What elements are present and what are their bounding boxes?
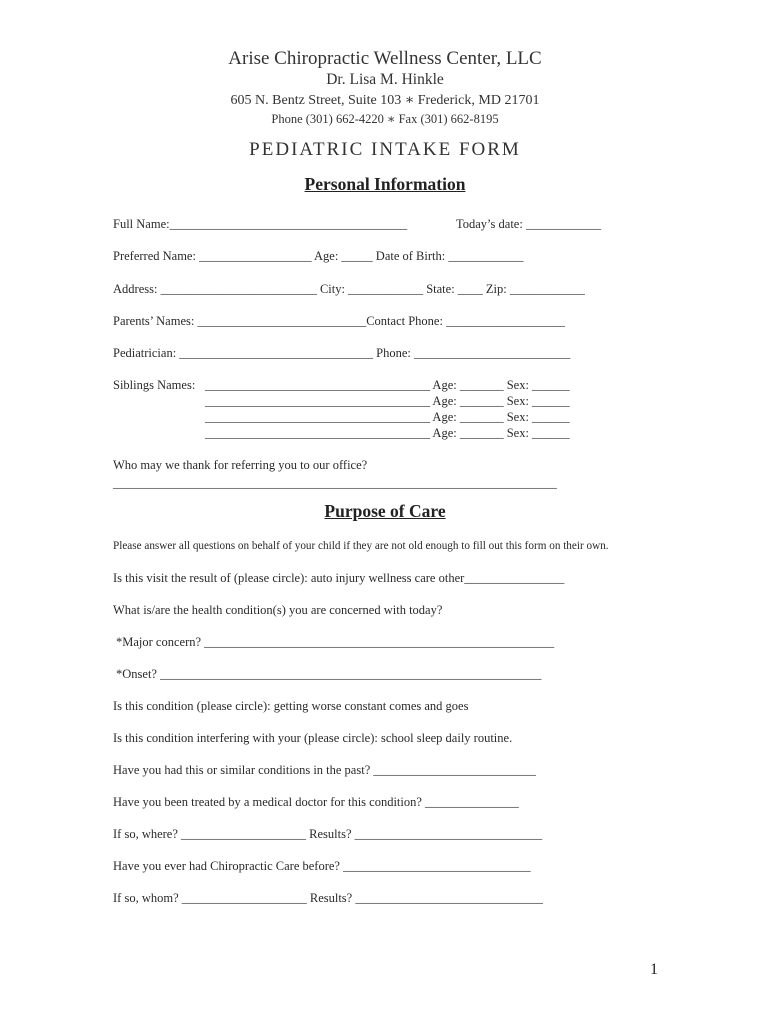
chiropractic-before-field[interactable]: Have you ever had Chiropractic Care before? ______________________________ xyxy=(113,859,531,873)
form-title: PEDIATRIC INTAKE FORM xyxy=(249,139,521,160)
past-conditions-field[interactable]: Have you had this or similar conditions in the past? __________________________ xyxy=(113,763,536,777)
interfering-question[interactable]: Is this condition interfering with your (please circle): school sleep daily routine. xyxy=(113,731,513,745)
conditions-question: What is/are the health condition(s) you are concerned with today? xyxy=(113,603,443,617)
chiropractor-whom-field[interactable]: If so, whom? ____________________ Results? ______________________________ xyxy=(113,891,543,905)
instruction-text: Please answer all questions on behalf of your child if they are not old enough to fill out this form on their own. xyxy=(113,540,609,552)
treatment-where-field[interactable]: If so, where? ____________________ Results? ______________________________ xyxy=(113,827,543,841)
sibling-row[interactable]: ____________________________________ Age: _______ Sex: ______ xyxy=(205,394,570,408)
onset-field[interactable]: *Onset? _____________________________________________________________ xyxy=(116,667,542,681)
visit-result-question[interactable]: Is this visit the result of (please circle): auto injury wellness care other________________ xyxy=(113,571,565,585)
referral-field[interactable]: _______________________________________________________________________ xyxy=(113,476,557,490)
doctor-name: Dr. Lisa M. Hinkle xyxy=(326,71,444,88)
clinic-contact: Phone (301) 662-4220 ∗ Fax (301) 662-8195 xyxy=(271,112,499,126)
page-number: 1 xyxy=(650,961,658,978)
pediatrician-line[interactable]: Pediatrician: _______________________________ Phone: _________________________ xyxy=(113,346,571,360)
sibling-row[interactable]: ____________________________________ Age: _______ Sex: ______ xyxy=(205,410,570,424)
section-heading-personal: Personal Information xyxy=(304,174,466,194)
major-concern-field[interactable]: *Major concern? ________________________________________________________ xyxy=(116,635,555,649)
medical-treated-field[interactable]: Have you been treated by a medical doctor for this condition? _______________ xyxy=(113,795,519,809)
todays-date-field[interactable]: Today’s date: ____________ xyxy=(456,217,601,231)
referral-question: Who may we thank for referring you to our office? xyxy=(113,458,368,472)
parents-line[interactable]: Parents’ Names: ___________________________Contact Phone: ___________________ xyxy=(113,314,565,328)
siblings-label: Siblings Names: xyxy=(113,378,196,392)
clinic-name: Arise Chiropractic Wellness Center, LLC xyxy=(228,48,542,69)
clinic-address: 605 N. Bentz Street, Suite 103 ∗ Frederick, MD 21701 xyxy=(230,93,540,108)
sibling-row[interactable]: ____________________________________ Age: _______ Sex: ______ xyxy=(205,426,570,440)
section-heading-purpose: Purpose of Care xyxy=(324,501,446,521)
address-line[interactable]: Address: _________________________ City: ____________ State: ____ Zip: ____________ xyxy=(113,282,585,296)
preferred-name-line[interactable]: Preferred Name: __________________ Age: _____ Date of Birth: ____________ xyxy=(113,249,524,263)
condition-state-question[interactable]: Is this condition (please circle): getting worse constant comes and goes xyxy=(113,699,469,713)
sibling-row[interactable]: ____________________________________ Age: _______ Sex: ______ xyxy=(205,378,570,392)
full-name-field[interactable]: Full Name:______________________________________ xyxy=(113,217,408,231)
